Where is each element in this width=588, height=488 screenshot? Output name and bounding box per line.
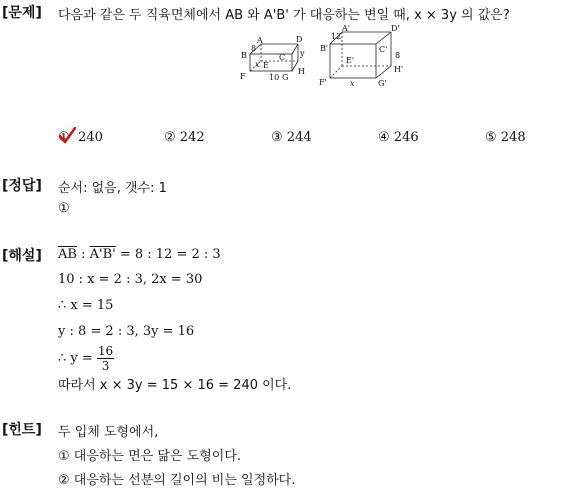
fraction-denominator: 3 [101, 359, 110, 373]
fraction-numerator: 16 [97, 344, 114, 358]
left-label-c: C [279, 53, 286, 62]
left-edge-x: x [255, 60, 260, 69]
left-label-e: E [263, 61, 269, 70]
hint-line-3: ② 대응하는 선분의 길이의 비는 일정하다. [58, 473, 296, 488]
left-label-b: B [241, 51, 247, 60]
right-label-b: B' [320, 44, 329, 53]
explanation-line-5 [58, 344, 114, 373]
right-edge-ab: 12 [331, 32, 342, 41]
explanation-tag: [해설] [2, 248, 42, 264]
left-edge-dh: y [300, 49, 305, 58]
explanation-line-2: 10 : x = 2 : 3, 2x = 30 [58, 272, 203, 287]
choice-4-mark: ④ [378, 130, 390, 145]
hint-line-2: ① 대응하는 면은 닮은 도형이다. [58, 449, 242, 464]
choice-2-value: 242 [179, 130, 205, 145]
explanation-line-4: y : 8 = 2 : 3, 3y = 16 [58, 324, 195, 339]
choice-1[interactable] [58, 130, 103, 145]
right-label-a: A' [342, 24, 350, 33]
answer-line-1: 순서: 없음, 갯수: 1 [58, 181, 167, 196]
right-label-c: C' [379, 45, 388, 54]
explanation-line-6: 따라서 x × 3y = 15 × 16 = 240 이다. [58, 378, 292, 393]
explanation-line-1: $\overline{AB}$ : A'B' = 8 : 12 = 2 : 3 [58, 247, 221, 262]
explanation-line-3: ∴ x = 15 [58, 298, 114, 313]
ratio-rest: = 8 : 12 = 2 : 3 [115, 247, 221, 262]
choice-3-value: 244 [286, 130, 312, 145]
choice-3[interactable] [271, 130, 312, 145]
right-edge-fg: x [350, 79, 355, 88]
problem-tag: [문제] [2, 5, 42, 21]
choice-5-value: 248 [500, 130, 526, 145]
check-icon [58, 130, 74, 145]
y-prefix: ∴ y = [58, 351, 97, 366]
left-label-h: H [298, 67, 305, 76]
choice-4-value: 246 [393, 130, 419, 145]
choice-2[interactable] [164, 130, 205, 145]
choice-1-value: 240 [78, 130, 103, 145]
left-edge-ab: 8 [251, 44, 257, 53]
right-label-d: D' [391, 24, 400, 33]
left-label-a: A [257, 36, 263, 45]
left-label-d: D [296, 35, 303, 44]
hint-tag: [힌트] [2, 422, 42, 438]
answer-line-2: ① [58, 201, 70, 216]
answer-tag: [정답] [2, 178, 42, 194]
choice-1-mark: ① [58, 130, 70, 145]
left-label-g: G [282, 73, 289, 82]
choice-5-mark: ⑤ [485, 130, 497, 145]
choice-4[interactable] [378, 130, 419, 145]
right-edge-ch: 8 [395, 51, 401, 60]
fraction [97, 344, 114, 373]
checkmark-icon [58, 127, 76, 145]
choice-5[interactable] [485, 130, 526, 145]
left-label-f: F [240, 72, 246, 81]
right-label-g: G' [378, 79, 387, 88]
right-label-f: F' [319, 78, 327, 87]
left-edge-fg: 10 [269, 73, 280, 82]
right-label-h: H' [394, 65, 404, 74]
cuboid-figure [236, 22, 416, 90]
choice-2-mark: ② [164, 130, 176, 145]
right-label-e: E' [346, 56, 355, 65]
segment-ab: $\overline{AB}$ [58, 247, 77, 262]
segment-ab-prime: A'B' [89, 247, 116, 262]
question-text: 다음과 같은 두 직육면체에서 AB 와 A'B' 가 대응하는 변일 때, x × 3y 의 값은? [58, 8, 510, 23]
choice-3-mark: ③ [271, 130, 283, 145]
hint-line-1: 두 입체 도형에서, [58, 425, 159, 440]
